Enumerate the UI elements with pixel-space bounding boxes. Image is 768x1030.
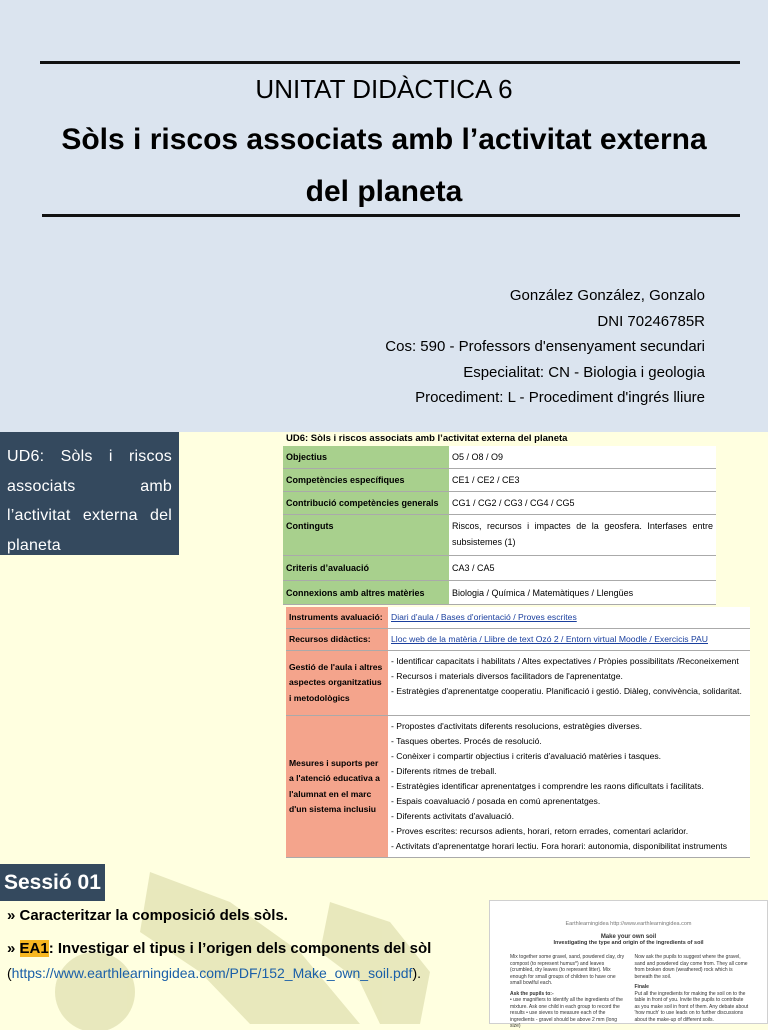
- methodology-table: [286, 607, 750, 858]
- thumbnail-title: Make your own soil: [600, 934, 657, 940]
- unit-title: Sòls i riscos associats amb l’activitat externa del planeta: [61, 123, 707, 208]
- table-row: [286, 607, 750, 629]
- table-row: [283, 515, 716, 556]
- session-activity: [7, 940, 431, 957]
- table-row: [283, 556, 716, 581]
- thumbnail-right-column: [635, 954, 750, 1030]
- list-item: - Proves escrites: recursos adients, horari, retorn errades, comentari aclaridor.: [391, 826, 689, 836]
- list-item: - Tasques obertes. Procés de resolució.: [391, 736, 542, 746]
- row-value: Biologia / Química / Matemàtiques / Llengües: [449, 581, 716, 605]
- worksheet-thumbnail: [489, 900, 768, 1029]
- list-item: - Espais coavaluació / posada en comú aprenentatges.: [391, 796, 601, 806]
- row-value: [388, 651, 750, 716]
- table-row: [283, 492, 716, 515]
- row-value: O5 / O8 / O9: [449, 446, 716, 469]
- activity-prefix: »: [7, 940, 20, 957]
- link-open: (: [7, 965, 12, 981]
- author-block: [385, 283, 705, 411]
- row-key: Continguts: [283, 515, 449, 556]
- author-cos: Cos: 590 - Professors d'ensenyament secundari: [385, 338, 705, 355]
- thumbnail-columns: [490, 946, 767, 1030]
- row-key: Gestió de l'aula i altres aspectes organitzatius i metodològics: [286, 651, 388, 716]
- thumbnail-right-intro: Now ask the pupils to suggest where the gravel, sand and powdered clay come from. They all come from broken down (weathered) rock which is beneath the soil.: [634, 954, 748, 980]
- recursos-link[interactable]: Lloc web de la matèria / Llibre de text Ozó 2 / Entorn virtual Moodle / Exercicis PAU: [391, 634, 708, 644]
- row-value: CE1 / CE2 / CE3: [449, 469, 716, 492]
- row-key: Recursos didàctics:: [286, 629, 388, 651]
- list-item: - Propostes d'activitats diferents resolucions, estratègies diverses.: [391, 721, 642, 731]
- session-objective: » Caracteritzar la composició dels sòls.: [7, 907, 288, 924]
- thumbnail-left-intro: Mix together some gravel, sand, powdered clay, dry compost (to represent humus*) and leaves (crumbled, dry leaves (to represent litter). Mix enough for small groups of children to have one small bowlful each.: [510, 954, 625, 986]
- row-key: Mesures i suports per a l'atenció educativa a l'alumnat en el marc d'un sistema inclusiu: [286, 716, 388, 858]
- thumbnail-left-column: [510, 954, 625, 1030]
- list-item: - Conèixer i compartir objectius i criteris d'avaluació matèries i tasques.: [391, 751, 662, 761]
- unit-label: UNITAT DIDÀCTICA 6: [255, 74, 513, 104]
- list-item: - Diferents activitats d'avaluació.: [391, 811, 514, 821]
- table-row: [283, 581, 716, 605]
- thumbnail-subtitle: Investigating the type and origin of the ingredients of soil: [553, 940, 704, 946]
- link-close: ).: [412, 965, 422, 981]
- row-value: Riscos, recursos i impactes de la geosfera. Interfases entre subsistemes (1): [449, 515, 716, 556]
- author-dni: DNI 70246785R: [597, 312, 705, 330]
- unit-summary-box: UD6: Sòls i riscos associats amb l’activitat externa del planeta: [0, 432, 179, 555]
- resource-link[interactable]: https://www.earthlearningidea.com/PDF/152_Make_own_soil.pdf: [11, 965, 413, 981]
- table-row: [286, 629, 750, 651]
- curriculum-table-title: UD6: Sòls i riscos associats amb l’activitat externa del planeta: [286, 433, 568, 444]
- instruments-link[interactable]: Diari d'aula / Bases d'orientació / Proves escrites: [391, 612, 577, 622]
- table-row: [286, 716, 750, 858]
- thumbnail-right-items: Put all the ingredients for making the soil on to the table in front of you. Invite the pupils to contribute as you make soil in front of them. Any debate about 'how much' to use leads on to further discussions about the make-up of different soils.: [634, 990, 749, 1023]
- row-value: [388, 607, 750, 629]
- activity-text: : Investigar el tipus i l’origen dels components del sòl: [48, 940, 432, 957]
- top-rule: [40, 61, 740, 64]
- row-value: [388, 716, 750, 858]
- activity-tag: EA1: [19, 940, 49, 957]
- thumbnail-left-items: • use magnifiers to identify all the ingredients of the mixture. Ask one child in each group to record the results • use sieves to measure each of the ingredients - gravel should be above 2 mm (long size): [510, 997, 623, 1029]
- row-value: CA3 / CA5: [449, 556, 716, 581]
- row-key: Objectius: [283, 446, 449, 469]
- author-procediment: Procediment: L - Procediment d'ingrés lliure: [415, 389, 705, 406]
- list-item: - Identificar capacitats i habilitats / Altes expectatives / Pròpies possibilitats /Reconeixement: [391, 656, 739, 666]
- thumbnail-right-heading: Finale: [634, 984, 649, 990]
- list-item: - Activitats d'aprenentatge horari lectiu. Fora horari: autonomia, disponibilitat instruments: [391, 841, 728, 851]
- session-link-line: [7, 965, 421, 981]
- bottom-rule: [42, 214, 740, 217]
- list-item: - Recursos i materials diversos facilitadors de l'aprenentatge.: [391, 671, 623, 681]
- row-key: Connexions amb altres matèries: [283, 581, 449, 605]
- row-value: CG1 / CG2 / CG3 / CG4 / CG5: [449, 492, 716, 515]
- table-row: [283, 469, 716, 492]
- curriculum-table: [283, 432, 716, 605]
- list-item: - Diferents ritmes de treball.: [391, 766, 497, 776]
- thumbnail-left-heading: Ask the pupils to:-: [510, 990, 554, 997]
- row-value: [388, 629, 750, 651]
- list-item: - Estratègies d'aprenentatge cooperatiu. Planificació i gestió. Diàleg, convivència, solidaritat.: [391, 686, 742, 696]
- row-key: Competències específiques: [283, 469, 449, 492]
- table-row: [286, 651, 750, 716]
- table-row: [283, 446, 716, 469]
- session-title: Sessió 01: [0, 864, 105, 901]
- thumbnail-site: Earthlearningidea http://www.earthlearningidea.com: [565, 921, 692, 927]
- author-name: González González, Gonzalo: [509, 287, 705, 304]
- row-key: Criteris d’avaluació: [283, 556, 449, 581]
- row-key: Contribució competències generals: [283, 492, 449, 515]
- author-especialitat: Especialitat: CN - Biologia i geologia: [463, 363, 705, 381]
- row-key: Instruments avaluació:: [286, 607, 388, 629]
- list-item: - Estratègies identificar aprenentatges i comprendre les raons dificultats i facilitats.: [391, 781, 704, 791]
- title-section: [0, 0, 768, 432]
